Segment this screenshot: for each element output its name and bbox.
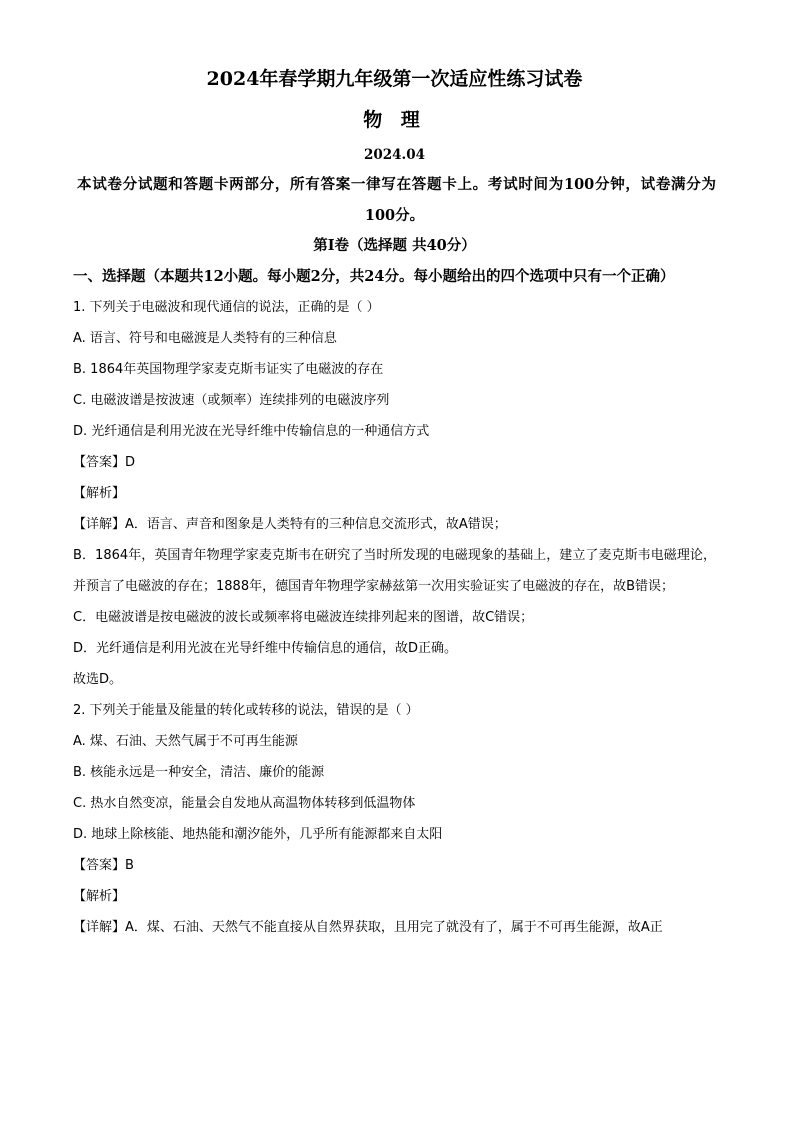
option-b: B. 1864年英国物理学家麦克斯韦证实了电磁波的存在: [73, 362, 384, 377]
detail-c: C．电磁波谱是按电磁波的波长或频率将电磁波连续排列起来的图谱，故C错误；: [73, 610, 534, 625]
option-c: C. 电磁波谱是按波速（或频率）连续排列的电磁波序列: [73, 393, 390, 408]
exam-instructions: 本试卷分试题和答题卡两部分，所有答案一律写在答题卡上。考试时间为100分钟，试卷满分为100分。: [77, 176, 716, 224]
question-1: [73, 292, 716, 695]
subject-title: 物 理: [363, 109, 426, 131]
option-a: A. 煤、石油、天然气属于不可再生能源: [73, 734, 298, 749]
detail-a: 【详解】A．煤、石油、天然气不能直接从自然界获取，且用完了就没有了，属于不可再生能源，故A正: [73, 920, 663, 935]
analysis-label: 【解析】: [73, 486, 126, 501]
exam-title: 2024年春学期九年级第一次适应性练习试卷: [206, 68, 583, 90]
conclusion: 故选D。: [73, 672, 123, 687]
question-stem: 1. 下列关于电磁波和现代通信的说法，正确的是（ ）: [73, 300, 380, 315]
part-heading: 第Ⅰ卷（选择题 共40分）: [313, 237, 476, 254]
question-2: [73, 695, 716, 943]
exam-date: 2024.04: [363, 147, 426, 163]
option-c: C. 热水自然变凉，能量会自发地从高温物体转移到低温物体: [73, 796, 416, 811]
answer-label: 【答案】B: [73, 858, 134, 873]
question-stem: 2. 下列关于能量及能量的转化或转移的说法，错误的是（ ）: [73, 703, 419, 718]
detail-a: 【详解】A．语言、声音和图象是人类特有的三种信息交流形式，故A错误；: [73, 517, 507, 532]
analysis-label: 【解析】: [73, 889, 126, 904]
answer-label: 【答案】D: [73, 455, 136, 470]
option-d: D. 光纤通信是利用光波在光导纤维中传输信息的一种通信方式: [73, 424, 430, 439]
option-b: B. 核能永远是一种安全，清洁、廉价的能源: [73, 765, 325, 780]
option-a: A. 语言、符号和电磁渡是人类特有的三种信息: [73, 331, 337, 346]
section-heading: 一、选择题（本题共12小题。每小题2分，共24分。每小题给出的四个选项中只有一个正确）: [73, 268, 675, 285]
option-d: D. 地球上除核能、地热能和潮汐能外，几乎所有能源都来自太阳: [73, 827, 443, 842]
detail-b: B．1864年，英国青年物理学家麦克斯韦在研究了当时所发现的电磁现象的基础上，建立了麦克斯韦电磁理论，并预言了电磁波的存在；1888年，德国青年物理学家赫兹第一次用实验证实了电磁波的存在，故B错误；: [73, 548, 716, 594]
detail-d: D．光纤通信是利用光波在光导纤维中传输信息的通信，故D正确。: [73, 641, 458, 656]
